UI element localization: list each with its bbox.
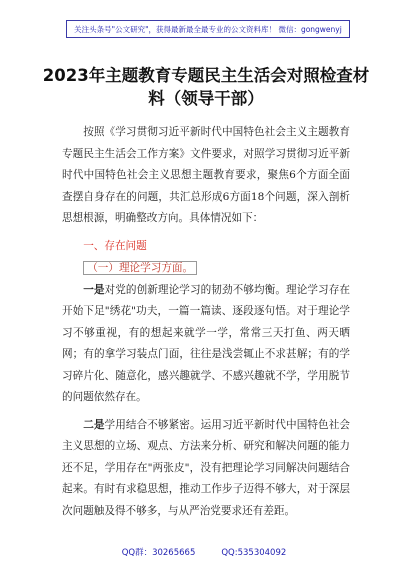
footer-qq: QQ:535304092 <box>221 548 287 558</box>
item-2-lead: 二是 <box>83 418 105 431</box>
item-2-text: 学用结合不够紧密。运用习近平新时代中国特色社会主义思想的立场、观点、方法来分析、研究和解决问题的能力还不足，学用存在"两张皮"，没有把理论学习同解决问题结合起来。有时有求稳思想，推动工作步子迈得不够大，对于深层次问题触及得不够多，与从严治党要求还有差距。 <box>62 418 351 517</box>
subsection-heading-text: （一）理论学习方面。 <box>83 261 197 275</box>
item-paragraph-1 <box>62 280 350 409</box>
header-banner: 关注头条号"公文研究"，获得最新最全最专业的公文资料库！ 微信：gongwenyj <box>66 20 350 38</box>
item-1-lead: 一是 <box>83 283 105 296</box>
document-body <box>62 122 350 522</box>
footer-qq-group: QQ群：30265665 <box>121 548 196 558</box>
subsection-heading <box>62 258 350 280</box>
footer-contact <box>0 546 408 558</box>
section-heading: 一、存在问题 <box>83 239 147 252</box>
item-paragraph-2 <box>62 415 350 523</box>
document-title: 2023年主题教育专题民主生活会对照检查材料（领导干部） <box>42 66 370 108</box>
item-1-text: 对党的创新理论学习的韧劲不够均衡。理论学习存在开始下足"绣花"功夫，一篇一篇读、逐段逐句悟。对于理论学习不够重视，有的想起来就学一学，常常三天打鱼、两天晒网；有的拿学习装点门面，往往是浅尝辄止不求甚解；有的学习碎片化、随意化，感兴趣就学、不感兴趣就不学，学用脱节的问题依然存在。 <box>62 283 351 403</box>
intro-paragraph: 按照《学习贯彻习近平新时代中国特色社会主义主题教育专题民主生活会工作方案》文件要求，对照学习贯彻习近平新时代中国特色社会主义思想主题教育要求，聚焦6个方面全面查摆自身存在的问题，共汇总形成6方面18个问题，深入剖析思想根源，明确整改方向。具体情况如下： <box>62 126 350 224</box>
